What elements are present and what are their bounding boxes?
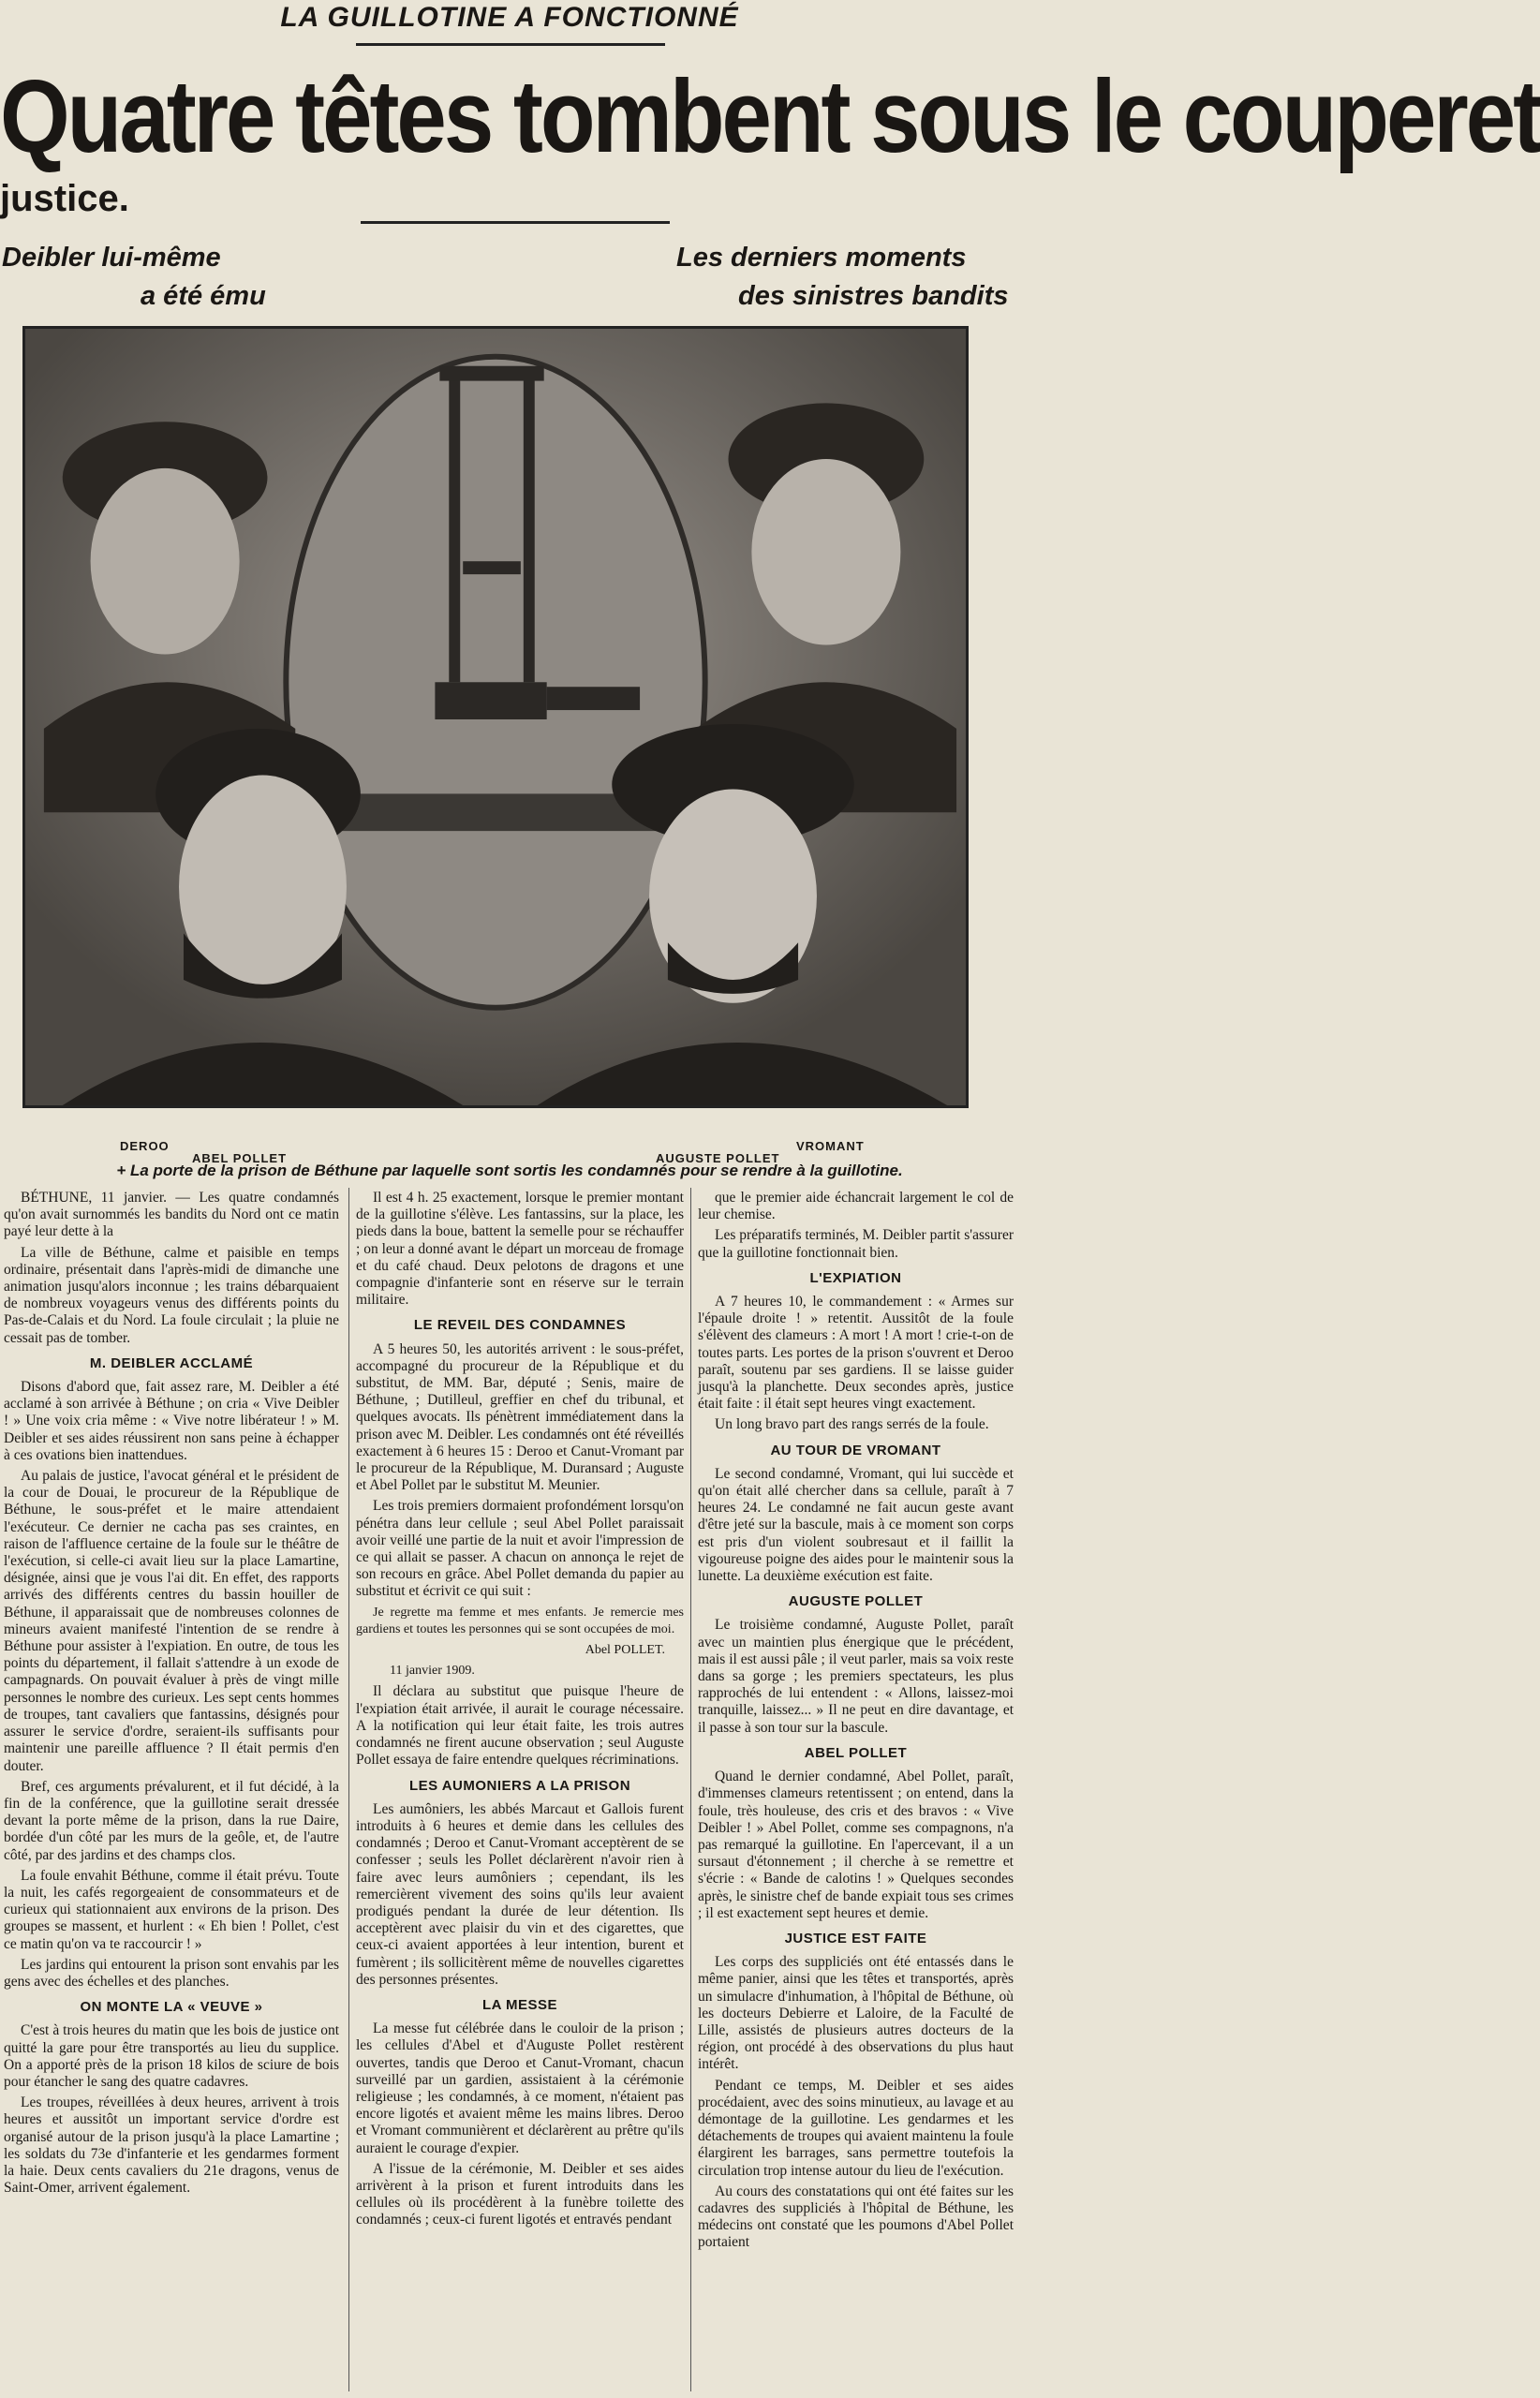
paragraph: Quand le dernier condamné, Abel Pollet, paraît, d'immenses clameurs retentissent ; on entend, dans la foule, très houleuse, des cris et des bravos : « Vive Deibler ! » Abel Pollet, comme ses compagnons, n'a pas remarqué la guillotine. En l'apercevant, il a un sursaut d'étonnement ; il cherche à se remettre et s'écrie : « Bande de calotins ! » Quelques secondes après, le sinistre chef de bande expiait tous ses crimes ; il est exactement sept heures et demie. xyxy=(698,1769,1014,1921)
subheading: LES AUMONIERS A LA PRISON xyxy=(408,1777,631,1794)
photo-caption: + La porte de la prison de Béthune par laquelle sont sortis les condamnés pour se rendre à la guillotine. xyxy=(116,1162,903,1179)
paragraph: Pendant ce temps, M. Deibler et ses aides procédaient, avec des soins minutieux, au lavage et au démontage de la guillotine. Les gendarmes et les détachements de troupes qui avaient maintenu la foule élargirent les barrages, sans permettre toutefois la circulation trop intense autour du lieu de l'exécution. xyxy=(698,2077,1014,2179)
paragraph: Les trois premiers dormaient profondément lorsqu'on pénétra dans leur cellule ; seul Abel Pollet paraissait avoir veillé une partie de la nuit et avoir l'impression de ce qui allait se passer. A chacun on annonça le rejet de son recours en grâce. Abel Pollet demanda du papier au substitut et écrivit ce qui suit : xyxy=(356,1498,684,1600)
subheading: LE REVEIL DES CONDAMNES xyxy=(413,1317,627,1334)
letter-quote: Je regrette ma femme et mes enfants. Je remercie mes gardiens et toutes les personnes qui se sont occupées de moi. xyxy=(356,1605,684,1636)
deck-right-line-2: des sinistres bandits xyxy=(738,281,1009,311)
article-column-1 xyxy=(4,1190,339,2393)
paragraph: A 7 heures 10, le commandement : « Armes sur l'épaule droite ! » retentit. Aussitôt de la foule s'élèvent des clameurs : A mort ! A mort ! crie-t-on de toutes parts. Les portes de la prison s'ouvrent et Deroo paraît, soutenu par ses gardiens. Il se laisse guider jusqu'à la planchette. Deux secondes après, justice était faite : il était sept heures vingt exactement. xyxy=(698,1294,1014,1413)
paragraph: Il déclara au substitut que puisque l'heure de l'expiation était arrivée, il aurait le courage nécessaire. A la notification qui leur était faite, les trois autres condamnés ne firent aucune observation ; seul Auguste Pollet essaya de faire entendre quelques récriminations. xyxy=(356,1683,684,1769)
headline-rule xyxy=(361,221,670,224)
kicker-rule xyxy=(356,43,665,46)
subheading: AUGUSTE POLLET xyxy=(788,1593,924,1610)
paragraph: Disons d'abord que, fait assez rare, M. Deibler a été acclamé à son arrivée à Béthune ; on cria « Vive Deibler ! » Une voix cria même : « Vive notre libérateur ! » M. Deibler et ses aides réussirent non sans peine à échapper à ces ovations bien inattendues. xyxy=(4,1379,339,1463)
paragraph: Au cours des constatations qui ont été faites sur les cadavres des suppliciés à l'hôpital de Béthune, les médecins ont constaté que les poumons d'Abel Pollet portaient xyxy=(698,2183,1014,2251)
headline-continuation: justice. xyxy=(0,178,129,219)
letter-signature: Abel POLLET. xyxy=(585,1643,665,1658)
paragraph: que le premier aide échancrait largement le col de leur chemise. xyxy=(698,1190,1014,1223)
subheading: AU TOUR DE VROMANT xyxy=(770,1442,941,1458)
paragraph: BÉTHUNE, 11 janvier. — Les quatre condamnés qu'on avait surnommés les bandits du Nord ont ce matin payé leur dette à la xyxy=(4,1190,339,1240)
paragraph: Il est 4 h. 25 exactement, lorsque le premier montant de la guillotine s'élève. Les fantassins, sur la place, les pieds dans la boue, battent la semelle pour se réchauffer ; on leur a donné avant le départ un morceau de fromage et du café chaud. Deux pelotons de dragons et une compagnie d'infanterie sont en réserve sur le terrain militaire. xyxy=(356,1190,684,1309)
paragraph: C'est à trois heures du matin que les bois de justice ont quitté la gare pour être transportés au lieu du supplice. On a apporté près de la prison 18 kilos de sciure de bois pour étancher le sang des quatre cadavres. xyxy=(4,2022,339,2090)
caption-name-vromant: VROMANT xyxy=(796,1139,865,1153)
photo-illustration xyxy=(25,329,966,1105)
paragraph: La foule envahit Béthune, comme il était prévu. Toute la nuit, les cafés regorgeaient de consommateurs et de curieux qui stationnaient aux environs de la prison. Des groupes se massent, et hurlent : « Eh bien ! Pollet, c'est ce matin qu'on va te raccourcir ! » xyxy=(4,1867,339,1952)
headline: Quatre têtes tombent sous le couperet xyxy=(0,59,1540,175)
caption-name-deroo: DEROO xyxy=(120,1139,170,1153)
subheading: ON MONTE LA « VEUVE » xyxy=(80,1999,263,2016)
article-column-2 xyxy=(356,1190,684,2393)
deck-right-line-1: Les derniers moments xyxy=(676,243,967,273)
paragraph: Les corps des suppliciés ont été entassés dans le même panier, ainsi que les têtes et transportés, après un simulacre d'inhumation, à l'hôpital de Béthune, où les docteurs Debierre et Laloire, de la Faculté de Lille, assistés de plusieurs autres docteurs de la région, ont procédé à des observations du plus haut intérêt. xyxy=(698,1954,1014,2073)
paragraph: La ville de Béthune, calme et paisible en temps ordinaire, présentait dans l'après-midi de dimanche une animation jusqu'alors inconnue ; les trains débarquaient de nombreux voyageurs venus des différents points du Pas-de-Calais et du Nord. La foule circulait ; la pluie ne cessait pas de tomber. xyxy=(4,1244,339,1346)
article-column-3 xyxy=(698,1190,1014,2393)
paragraph: Au palais de justice, l'avocat général et le président de la cour de Douai, le procureur de la République de Béthune, le sous-préfet et le maire attendaient l'exécuteur. Ce dernier ne cacha pas ses craintes, en raison de l'affluence certaine de la foule sur le théâtre de l'exécution, si celle-ci avait lieu sur la place Lamartine, désignée, ainsi que je vous l'ai dit. En effet, des rapports arrivés des différents centres du bassin houiller de Béthune, il apparaissait que de nombreuses colonnes de mineurs avaient manifesté l'intention de se rendre à Béthune pour assister à l'expiation. En outre, de tous les points du département, il fallait s'attendre à un exode de campagnards. On pouvait évaluer à près de vingt mille personnes le nombre des curieux. Les sept cents hommes de troupes, tant cavaliers que fantassins, désignés pour assurer le service d'ordre, seraient-ils suffisants pour maintenir une pareille affluence ? Il était permis d'en douter. xyxy=(4,1468,339,1774)
paragraph: Les jardins qui entourent la prison sont envahis par les gens avec des échelles et des planches. xyxy=(4,1956,339,1990)
paragraph: Les troupes, réveillées à deux heures, arrivent à trois heures et aussitôt un important service d'ordre est organisé autour de la prison jusqu'à la place Lamartine ; les soldats du 73e d'infanterie et les gendarmes forment la haie. Deux cents cavaliers du 21e dragons, venus de Saint-Omer, arrivent également. xyxy=(4,2095,339,2197)
deck-left-line-1: Deibler lui-même xyxy=(2,243,221,273)
paragraph: A 5 heures 50, les autorités arrivent : le sous-préfet, accompagné du procureur de la République et du substitut, de MM. Bar, député ; Senis, maire de Béthune, ; Dutilleul, greffier en chef du tribunal, et quelques avocats. Ils pénètrent immédiatement dans la prison avec M. Deibler. Les condamnés ont été réveillés exactement à 6 heures 15 : Deroo et Canut-Vromant par le procureur de la République, M. Duransard ; Auguste et Abel Pollet par le substitut M. Meunier. xyxy=(356,1340,684,1494)
paragraph: Le second condamné, Vromant, qui lui succède et qu'on était allé chercher dans sa cellule, paraît à 7 heures 24. Le condamné ne fait aucun geste avant d'être jeté sur la bascule, mais à ce moment son corps est pris d'un violent soubresaut et il faillit la vigoureuse poigne des aides pour le maintenir sous la lunette. La deuxième exécution est faite. xyxy=(698,1465,1014,1585)
column-rule-1 xyxy=(348,1188,349,2391)
paragraph: Bref, ces arguments prévalurent, et il fut décidé, à la fin de la conférence, que la guillotine serait dressée devant la porte même de la prison, dans la rue Daire, bordée d'un côté par les murs de la geôle, et, de l'autre côté, par des jardins et des champs clos. xyxy=(4,1778,339,1863)
caption-name-abel-pollet: ABEL POLLET xyxy=(192,1151,288,1165)
caption-name-auguste-pollet: AUGUSTE POLLET xyxy=(656,1151,780,1165)
subheading: JUSTICE EST FAITE xyxy=(784,1930,927,1947)
photo-montage xyxy=(22,326,969,1108)
subheading: M. DEIBLER ACCLAMÉ xyxy=(89,1354,254,1371)
paragraph: Les préparatifs terminés, M. Deibler partit s'assurer que la guillotine fonctionnait bien. xyxy=(698,1227,1014,1261)
paragraph: Les aumôniers, les abbés Marcaut et Gallois furent introduits à 6 heures et demie dans les cellules des condamnés ; Deroo et Canut-Vromant acceptèrent de se confesser ; seuls les Pollet déclarèrent n'avoir rien à faire avec leurs aumôniers ; cependant, ils les remercièrent vivement des soins qu'ils leur avaient prodigués pendant la durée de leur détention. Ils acceptèrent avec plaisir du vin et des cigarettes, que ceux-ci avaient apportées à leur intention, burent et fumèrent ; ils sollicitèrent même de nouvelles cigarettes des personnes présentes. xyxy=(356,1800,684,1988)
subheading: L'EXPIATION xyxy=(809,1269,902,1286)
paragraph: Le troisième condamné, Auguste Pollet, paraît avec un maintien plus énergique que le précédent, mais il est aussi pâle ; il veut parler, mais sa voix reste dans sa gorge ; les premiers spectateurs, les plus rapprochés de lui entendent : « Allons, laissez-moi tranquille, laissez... » Il ne peut en dire davantage, et il passe à son tour sur la bascule. xyxy=(698,1617,1014,1736)
deck-left-line-2: a été ému xyxy=(141,281,266,311)
column-rule-2 xyxy=(690,1188,691,2391)
subheading: ABEL POLLET xyxy=(804,1744,908,1761)
paragraph: La messe fut célébrée dans le couloir de la prison ; les cellules d'Abel et d'Auguste Pollet restèrent ouvertes, tandis que Deroo et Canut-Vromant, chacun surveillé par un gardien, assistaient à la cérémonie religieuse ; les condamnés, à ce moment, n'étaient pas encore ligotés et avaient même les mains libres. Deroo et Vromant communièrent et déclarèrent au prêtre qu'ils auraient le courage d'expier. xyxy=(356,2021,684,2156)
kicker: LA GUILLOTINE A FONCTIONNÉ xyxy=(280,2,739,33)
paragraph: A l'issue de la cérémonie, M. Deibler et ses aides arrivèrent à la prison et furent introduits dans les cellules où ils procédèrent à la funèbre toilette des condamnés ; ceux-ci furent ligotés et entravés pendant xyxy=(356,2160,684,2228)
subheading: LA MESSE xyxy=(481,1996,558,2013)
letter-date: 11 janvier 1909. xyxy=(390,1664,475,1679)
paragraph: Un long bravo part des rangs serrés de la foule. xyxy=(715,1416,989,1433)
